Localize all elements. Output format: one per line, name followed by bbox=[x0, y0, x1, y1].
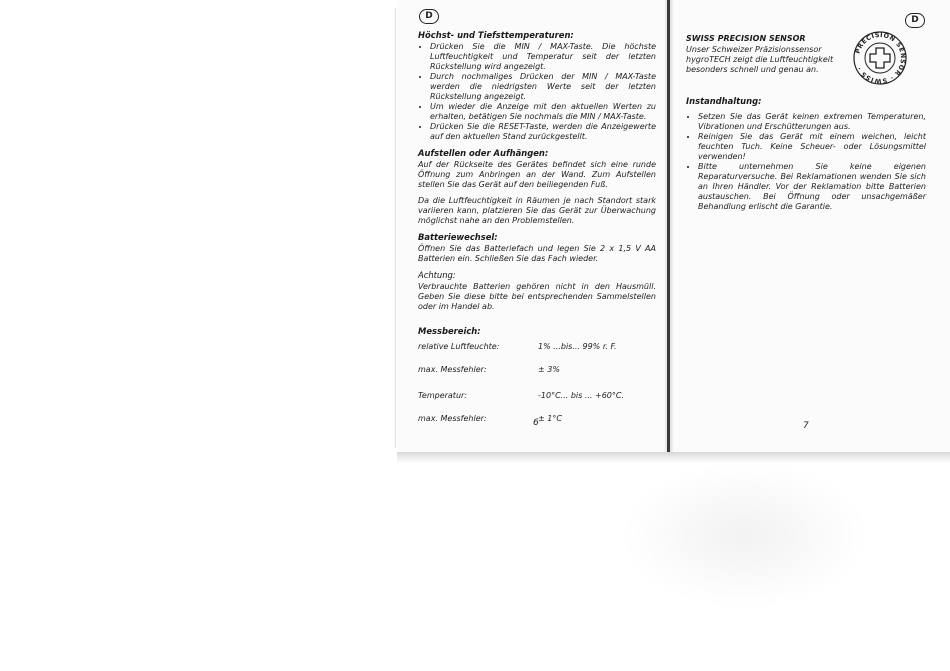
list-item: • Drücken Sie die MIN / MAX-Taste. Die höchste Luftfeuchtigkeit und Temperatur seit der letzten Rückstellung wird angezeigt. bbox=[430, 42, 656, 72]
right-page-content bbox=[686, 96, 926, 218]
list-item: • Durch nochmaliges Drücken der MIN / MAX-Taste werden die niedrigsten Werte seit der letzten Rückstellung angezeigt. bbox=[430, 72, 656, 102]
list-item: • Drücken Sie die RESET-Taste, werden die Anzeigewerte auf den aktuellen Stand zurückgestellt. bbox=[430, 122, 656, 142]
table-cell-value: -10°C... bis ... +60°C. bbox=[538, 391, 625, 400]
language-badge-left: D bbox=[419, 9, 439, 24]
mounting-paragraph: Auf der Rückseite des Gerätes befindet sich eine runde Öffnung zum Anbringen an der Wand. Zum Aufstellen stellen Sie das Gerät auf den beiliegenden Fuß. bbox=[418, 160, 656, 189]
battery-paragraph: Öffnen Sie das Batteriefach und legen Sie 2 x 1,5 V AA Batterien ein. Schließen Sie das Fach wieder. bbox=[418, 244, 656, 263]
page-number-left: 6 bbox=[533, 418, 539, 428]
table-cell-label: max. Messfehler: bbox=[418, 365, 487, 374]
extremes-bullet-list bbox=[418, 42, 656, 142]
list-item: • Reinigen Sie das Gerät mit einem weichen, leicht feuchten Tuch. Keine Scheuer- oder Lösungsmittel verwenden! bbox=[698, 132, 926, 162]
table-cell-label: max. Messfehler: bbox=[418, 414, 487, 423]
section-title-range: Messbereich: bbox=[418, 326, 481, 336]
section-title-warning: Achtung: bbox=[418, 270, 456, 280]
section-title-battery: Batteriewechsel: bbox=[418, 232, 498, 242]
section-title-maintenance: Instandhaltung: bbox=[686, 96, 762, 106]
book-spine bbox=[667, 0, 670, 458]
seal-text: PRECISION SENSOR · SWISS · bbox=[854, 31, 907, 85]
left-page-content bbox=[418, 30, 656, 424]
swiss-precision-seal-icon bbox=[852, 30, 908, 86]
table-row bbox=[418, 342, 656, 352]
svg-text:PRECISION SENSOR · SWISS · bbox=[854, 32, 906, 84]
table-row bbox=[418, 365, 656, 375]
page-edge bbox=[395, 8, 396, 448]
table-cell-value: ± 1°C bbox=[538, 414, 562, 423]
brand-block bbox=[686, 34, 846, 81]
brand-paragraph: Unser Schweizer Präzisionssensor hygroTECH zeigt die Luftfeuchtigkeit besonders schnell und genau an. bbox=[686, 45, 834, 74]
measurement-table bbox=[418, 342, 656, 424]
table-cell-label: Temperatur: bbox=[418, 391, 467, 400]
table-row bbox=[418, 391, 656, 401]
language-badge-right: D bbox=[905, 13, 925, 28]
page-number-right: 7 bbox=[803, 421, 809, 431]
list-item: • Bitte unternehmen Sie keine eigenen Reparaturversuche. Bei Reklamationen wenden Sie sich an Ihren Händler. Vor der Reklamation bitte Batterien austauschen. Bei Öffnung oder unsachgemäßer Behandlung erlischt die Garantie. bbox=[698, 162, 926, 212]
section-title-mounting: Aufstellen oder Aufhängen: bbox=[418, 148, 549, 158]
section-title-extremes: Höchst- und Tiefsttemperaturen: bbox=[418, 30, 574, 40]
placement-paragraph: Da die Luftfeuchtigkeit in Räumen je nach Standort stark variieren kann, platzieren Sie das Gerät zur Überwachung möglichst nahe an den Problemstellen. bbox=[418, 196, 656, 225]
warning-paragraph: Verbrauchte Batterien gehören nicht in den Hausmüll. Geben Sie diese bitte bei entsprechenden Sammelstellen oder im Handel ab. bbox=[418, 282, 656, 311]
table-cell-label: relative Luftfeuchte: bbox=[418, 342, 500, 351]
maintenance-bullet-list bbox=[686, 112, 926, 212]
list-item: • Setzen Sie das Gerät keinen extremen Temperaturen, Vibrationen und Erschütterungen aus. bbox=[698, 112, 926, 132]
table-cell-value: ± 3% bbox=[538, 365, 560, 374]
scan-shadow bbox=[620, 460, 870, 610]
brand-title: SWISS PRECISION SENSOR bbox=[686, 34, 806, 43]
list-item: • Um wieder die Anzeige mit den aktuellen Werten zu erhalten, betätigen Sie nochmals die MIN / MAX-Taste. bbox=[430, 102, 656, 122]
table-cell-value: 1% ...bis... 99% r. F. bbox=[538, 342, 617, 351]
